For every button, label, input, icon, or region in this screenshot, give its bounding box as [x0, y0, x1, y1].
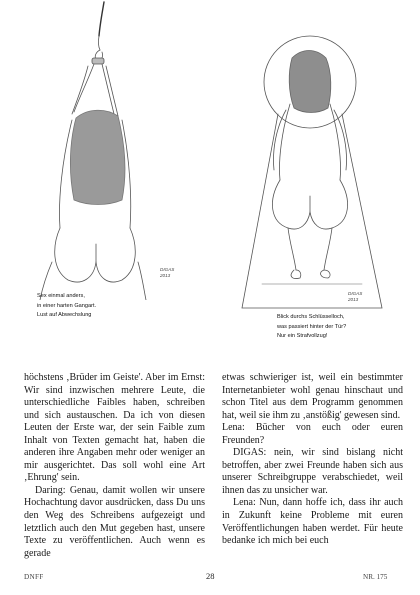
- paragraph: Lena: Bücher von euch oder euren Freunden?: [222, 422, 403, 446]
- signature-right-line-2: 2013: [348, 296, 359, 302]
- caption-left-line-2: in einer harten Gangart.: [37, 302, 97, 309]
- bound-figure-sketch-icon: [18, 0, 214, 300]
- caption-right-line-1: Blick durchs Schlüsselloch,: [277, 314, 345, 320]
- signature-left: [160, 267, 174, 278]
- caption-right-line-3: Nur ein Strafvollzug!: [277, 333, 328, 340]
- caption-left-line-3: Lust auf Abwechslung: [37, 312, 92, 319]
- signature-left-line-2: 2013: [160, 272, 171, 278]
- caption-left: [37, 292, 96, 321]
- caption-left-line-1: Sex einmal anders,: [37, 293, 85, 299]
- paragraph: höchstens ‚Brüder im Geiste'. Aber im Ernst: Wir sind inzwischen mehrere Leute, die unterschiedliche Faibles haben, schreiben und sich austauschen. Da ich von diesen Leuten der Erste war, der sein Faible zum Inhalt von Texten gemacht hat, haben die anderen ihre Angaben mehr oder weniger an mir ausgerichtet. Das soll wohl eine Art ‚Ehrung' sein.: [24, 372, 205, 484]
- text-column-left: [24, 372, 205, 560]
- paragraph: DIGAS: nein, wir sind bislang nicht betroffen, aber zwei Freunde haben sich aus unserer Schreibgruppe verabschiedet, weil ihnen das zu unsicher war.: [222, 447, 403, 496]
- paragraph: Lena: Nun, dann hoffe ich, dass ihr auch in Zukunft keine Probleme mit euren Veröffentlichungen haben werdet. Für heute bedanke ich mich bei euch: [222, 497, 403, 547]
- text-column-right: [222, 372, 403, 548]
- keyhole-figure-sketch-icon: [222, 0, 412, 320]
- signature-right-line-1: DIGAS: [348, 291, 363, 296]
- footer-magazine-name: DNFF: [24, 573, 44, 581]
- caption-right-line-2: was passiert hinter der Tür?: [277, 323, 347, 330]
- paragraph: Daring: Genau, damit wollen wir unsere Hochachtung davor ausdrücken, dass Du uns den Weg des Schreibens aufgezeigt und letztlich auch den Mut gegeben hast, unsere Texte zu veröffentlichen. Auch wenn es gerade: [24, 484, 205, 559]
- caption-right: [277, 313, 346, 342]
- illustration-right: [222, 0, 412, 345]
- signature-left-line-1: DIGAS: [160, 267, 175, 272]
- signature-right: [348, 291, 362, 302]
- footer-issue-number: NR. 175: [363, 573, 388, 581]
- paragraph: etwas schwieriger ist, weil ein bestimmter Internetanbieter wohl genau hinschaut und schon Titel aus dem Programm genommen hat, weil sie ihm zu ‚anstößig' gewesen sind.: [222, 372, 403, 421]
- page-number: 28: [206, 571, 215, 581]
